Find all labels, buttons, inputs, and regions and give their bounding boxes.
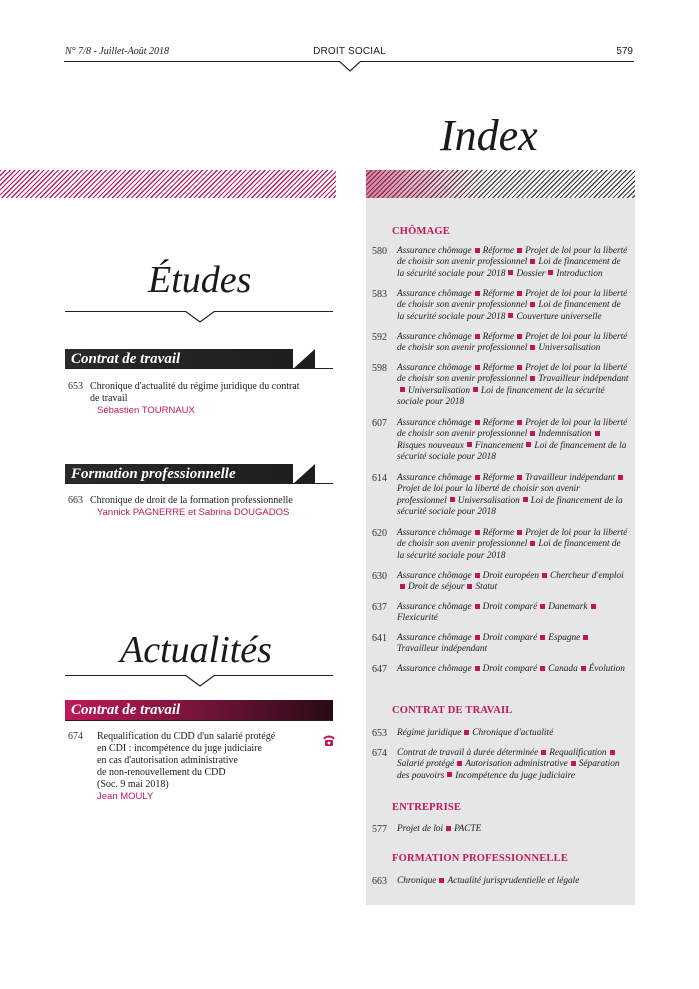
actu-page: 674 (68, 731, 83, 742)
index-term: Loi de financement de la sécurité sociale pour 2018 (397, 495, 623, 517)
index-term: Couverture universelle (516, 311, 602, 322)
index-entry (397, 876, 629, 887)
section-bar-underline (65, 483, 333, 484)
index-term: Assurance chômage (397, 418, 472, 428)
index-term: Projet de loi pour la liberté de choisir son avenir professionnel (397, 418, 628, 440)
index-term: Universalisation (538, 343, 601, 354)
square-bullet-icon (591, 604, 596, 609)
index-term: Réforme (482, 528, 515, 538)
index-term: Droit européen (482, 571, 539, 581)
header-notch-icon (339, 61, 361, 73)
index-entry (397, 473, 629, 518)
index-term: Réforme (482, 363, 515, 373)
index-term: Autorisation administrative (465, 759, 568, 770)
square-bullet-icon (475, 291, 480, 296)
index-term: Chronique (397, 876, 437, 886)
square-bullet-icon (530, 431, 535, 436)
index-term: Assurance chômage (397, 473, 472, 483)
square-bullet-icon (475, 365, 480, 370)
index-term: Loi de financement de la sécurité sociale pour 2018 (397, 440, 627, 462)
index-term: Réforme (482, 473, 515, 483)
index-term: Assurance chômage (397, 528, 472, 538)
square-bullet-icon (517, 248, 522, 253)
index-term: Requalification (549, 748, 607, 758)
issue-number: N° 7/8 - Juillet-Août 2018 (65, 46, 169, 57)
index-category: CHÔMAGE (392, 226, 450, 237)
index-entry (397, 571, 629, 594)
index-term: Projet de loi pour la liberté de choisir son avenir professionnel (397, 246, 628, 268)
index-term: Loi de financement de la sécurité sociale pour 2018 (397, 257, 621, 279)
index-term: Loi de financement de la sécurité sociale pour 2018 (397, 385, 605, 407)
etude-line: Chronique d'actualité du régime juridique du contrat (90, 381, 300, 392)
square-bullet-icon (540, 604, 545, 609)
square-bullet-icon (583, 635, 588, 640)
index-term: Assurance chômage (397, 633, 472, 643)
square-bullet-icon (517, 291, 522, 296)
index-term: Assurance chômage (397, 602, 472, 612)
index-term: Risques nouveaux (397, 440, 464, 451)
decorative-hatch-tint (366, 170, 486, 198)
index-term: Projet de loi pour la liberté de choisir son avenir professionnel (397, 363, 628, 385)
section-bar-underline (65, 368, 333, 369)
index-term: Évolution (588, 664, 625, 674)
index-entry (397, 633, 629, 656)
square-bullet-icon (475, 530, 480, 535)
index-term: Droit de séjour (408, 582, 465, 593)
index-term: Indemnisation (538, 429, 592, 440)
square-bullet-icon (517, 530, 522, 535)
square-bullet-icon (530, 345, 535, 350)
index-term: Assurance chômage (397, 664, 472, 674)
index-term: Chercheur d'emploi (550, 571, 624, 581)
index-entry-page: 592 (372, 332, 387, 343)
index-term: Travailleur indépendant (397, 644, 488, 655)
section-bar-tip (293, 464, 315, 484)
index-term: Projet de loi (397, 824, 444, 834)
square-bullet-icon (542, 573, 547, 578)
square-bullet-icon (618, 475, 623, 480)
etude-page: 663 (68, 495, 83, 506)
index-entry-page: 598 (372, 363, 387, 374)
square-bullet-icon (526, 442, 531, 447)
square-bullet-icon (530, 302, 535, 307)
index-term: Chronique d'actualité (472, 728, 554, 738)
index-term: Projet de loi pour la liberté de choisir son avenir professionnel (397, 289, 628, 311)
square-bullet-icon (517, 365, 522, 370)
etude-author: Sébastien TOURNAUX (97, 405, 195, 416)
square-bullet-icon (548, 270, 553, 275)
index-entry-page: 647 (372, 664, 387, 675)
square-bullet-icon (475, 248, 480, 253)
index-term: Droit comparé (482, 633, 538, 643)
square-bullet-icon (541, 750, 546, 755)
square-bullet-icon (517, 475, 522, 480)
index-entry (397, 664, 629, 675)
index-entry-page: 580 (372, 246, 387, 257)
index-term: Assurance chômage (397, 332, 472, 342)
index-entry-page: 653 (372, 728, 387, 739)
index-category: ENTREPRISE (392, 802, 462, 813)
square-bullet-icon (467, 584, 472, 589)
index-category: FORMATION PROFESSIONNELLE (392, 853, 569, 864)
index-entry (397, 289, 629, 323)
index-term: Projet de loi pour la liberté de choisir son avenir professionnel (397, 484, 580, 506)
square-bullet-icon (610, 750, 615, 755)
index-term: PACTE (454, 824, 482, 834)
telephone-icon (322, 733, 336, 747)
square-bullet-icon (475, 573, 480, 578)
square-bullet-icon (517, 334, 522, 339)
etude-line: de travail (90, 393, 128, 404)
square-bullet-icon (530, 259, 535, 264)
index-term: Réforme (482, 246, 515, 256)
actualites-notch-icon (185, 675, 215, 688)
index-term: Financement (474, 440, 524, 451)
index-term: Projet de loi pour la liberté de choisir son avenir professionnel (397, 528, 628, 550)
index-term: Flexicurité (397, 613, 438, 624)
decorative-hatch-left (0, 170, 336, 198)
square-bullet-icon (475, 635, 480, 640)
etudes-title: Études (148, 259, 252, 301)
index-term: Universalisation (457, 495, 520, 506)
square-bullet-icon (446, 826, 451, 831)
journal-name: DROIT SOCIAL (313, 46, 386, 57)
index-entry (397, 528, 629, 562)
index-term: Régime juridique (397, 728, 462, 738)
index-category: CONTRAT DE TRAVAIL (392, 705, 513, 716)
index-entry-page: 663 (372, 876, 387, 887)
section-bar-actu-contrat: Contrat de travail (65, 700, 333, 720)
index-term: Loi de financement de la sécurité sociale pour 2018 (397, 539, 621, 561)
square-bullet-icon (475, 475, 480, 480)
square-bullet-icon (439, 878, 444, 883)
index-entry (397, 728, 629, 739)
actu-line: de non-renouvellement du CDD (97, 767, 226, 778)
square-bullet-icon (447, 772, 452, 777)
index-term: Loi de financement de la sécurité sociale pour 2018 (397, 300, 621, 322)
index-title: Index (440, 111, 538, 160)
square-bullet-icon (457, 761, 462, 766)
square-bullet-icon (450, 497, 455, 502)
actu-line: Requalification du CDD d'un salarié protégé (97, 731, 276, 742)
index-term: Espagne (548, 633, 581, 643)
index-term: Assurance chômage (397, 571, 472, 581)
page-number: 579 (616, 46, 633, 57)
index-term: Séparation des pouvoirs (397, 759, 620, 781)
index-term: Assurance chômage (397, 363, 472, 373)
index-term: Salarié protégé (397, 759, 455, 770)
index-term: Statut (475, 582, 498, 593)
actu-line: en CDI : incompétence du juge judiciaire (97, 743, 262, 754)
index-entry-page: 630 (372, 571, 387, 582)
index-term: Assurance chômage (397, 289, 472, 299)
index-term: Réforme (482, 332, 515, 342)
index-entry (397, 824, 629, 835)
index-entry (397, 418, 629, 463)
index-term: Introduction (556, 268, 603, 279)
index-entry (397, 332, 629, 355)
index-entry-page: 583 (372, 289, 387, 300)
index-term: Contrat de travail à durée déterminée (397, 748, 539, 758)
actu-line: (Soc. 9 mai 2018) (97, 779, 169, 790)
section-bar-tip (293, 349, 315, 369)
index-term: Travailleur indépendant (538, 374, 629, 385)
square-bullet-icon (571, 761, 576, 766)
square-bullet-icon (475, 420, 480, 425)
square-bullet-icon (464, 730, 469, 735)
square-bullet-icon (400, 387, 405, 392)
index-entry-page: 641 (372, 633, 387, 644)
index-term: Dossier (516, 268, 546, 279)
index-term: Droit comparé (482, 602, 538, 612)
square-bullet-icon (540, 635, 545, 640)
square-bullet-icon (467, 442, 472, 447)
section-bar-contrat: Contrat de travail (65, 349, 293, 369)
index-entry-page: 620 (372, 528, 387, 539)
square-bullet-icon (595, 431, 600, 436)
etudes-notch-icon (185, 311, 215, 324)
square-bullet-icon (473, 387, 478, 392)
square-bullet-icon (508, 270, 513, 275)
index-term: Projet de loi pour la liberté de choisir son avenir professionnel (397, 332, 628, 354)
square-bullet-icon (581, 666, 586, 671)
square-bullet-icon (475, 666, 480, 671)
index-term: Canada (548, 664, 578, 674)
square-bullet-icon (540, 666, 545, 671)
actualites-title: Actualités (120, 629, 272, 671)
index-entry-page: 607 (372, 418, 387, 429)
etude-page: 653 (68, 381, 83, 392)
section-bar-underline (65, 720, 333, 721)
index-entry-page: 674 (372, 748, 387, 759)
index-entry (397, 602, 629, 625)
square-bullet-icon (475, 604, 480, 609)
index-term: Actualité jurisprudentielle et légale (447, 876, 580, 886)
actu-line: en cas d'autorisation administrative (97, 755, 238, 766)
etude-line: Chronique de droit de la formation professionnelle (90, 495, 293, 506)
index-entry-page: 577 (372, 824, 387, 835)
index-term: Assurance chômage (397, 246, 472, 256)
index-term: Travailleur indépendant (525, 473, 616, 483)
index-entry-page: 614 (372, 473, 387, 484)
index-term: Réforme (482, 418, 515, 428)
square-bullet-icon (475, 334, 480, 339)
square-bullet-icon (508, 313, 513, 318)
index-term: Universalisation (408, 385, 470, 396)
etude-author: Yannick PAGNERRE et Sabrina DOUGADOS (97, 507, 290, 518)
index-entry-page: 637 (372, 602, 387, 613)
index-entry (397, 246, 629, 280)
index-term: Danemark (548, 602, 588, 612)
square-bullet-icon (517, 420, 522, 425)
index-term: Réforme (482, 289, 515, 299)
section-bar-formation: Formation professionnelle (65, 464, 293, 484)
square-bullet-icon (530, 541, 535, 546)
square-bullet-icon (523, 497, 528, 502)
actu-author: Jean MOULY (97, 791, 154, 802)
square-bullet-icon (400, 584, 405, 589)
index-entry (397, 748, 629, 782)
index-entry (397, 363, 629, 408)
index-term: Incompétence du juge judiciaire (455, 770, 575, 781)
square-bullet-icon (530, 376, 535, 381)
index-term: Droit comparé (482, 664, 538, 674)
